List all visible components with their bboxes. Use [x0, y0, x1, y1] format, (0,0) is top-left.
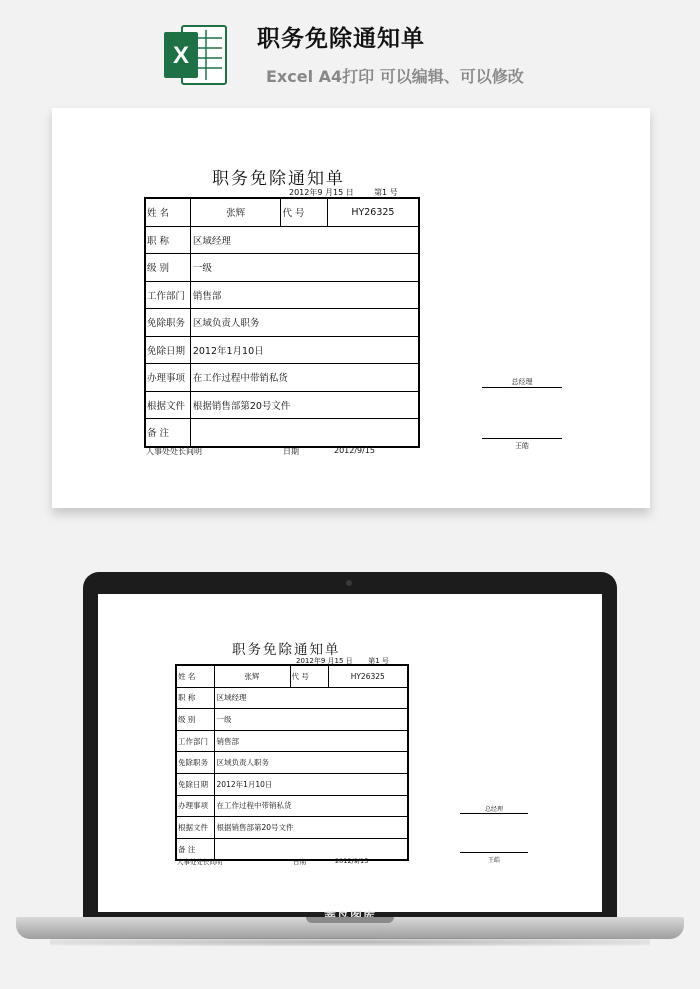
row-value: 区域负责人职务: [190, 309, 419, 337]
laptop-screen: [98, 594, 602, 912]
table-row: [176, 817, 408, 839]
row-label: 工作部门: [145, 281, 190, 309]
footer-date-label: 日期: [283, 447, 299, 456]
laptop-notch: [306, 917, 394, 923]
table-row: [176, 730, 408, 752]
signature-label-name: 王皓: [487, 857, 500, 864]
row-value: 根据销售部第20号文件: [214, 817, 408, 839]
signature-line: [460, 852, 528, 853]
row-value: 区域负责人职务: [214, 752, 408, 774]
table-row: [176, 687, 408, 709]
signature-label-manager: 总经理: [511, 378, 533, 386]
table-row: [145, 336, 419, 364]
footer-dept: 人事处处长间明: [177, 858, 223, 866]
table-row: [145, 309, 419, 337]
row-value: 在工作过程中带销私货: [214, 795, 408, 817]
table-row: [145, 226, 419, 254]
signature-label-manager: 总经理: [484, 806, 503, 813]
signature-line: [482, 438, 562, 439]
form-date: 2012年9 月15 日: [289, 188, 354, 197]
form-table: [175, 664, 409, 861]
camera-icon: [346, 580, 352, 586]
signature-label-name: 王皓: [515, 442, 529, 450]
table-row: [145, 364, 419, 392]
row-value: 一级: [190, 254, 419, 282]
table-row: [145, 391, 419, 419]
row-value: 区域经理: [214, 687, 408, 709]
name-label: 姓 名: [176, 665, 214, 687]
code-label: 代 号: [290, 665, 328, 687]
signature-line: [460, 813, 528, 814]
footer-date-value: 2012/9/15: [334, 446, 376, 455]
table-row: [176, 665, 408, 687]
footer-date-label: 日期: [293, 858, 306, 866]
form-title: 职务免除通知单: [232, 642, 341, 658]
laptop-frame: [83, 572, 617, 917]
paper-preview: [52, 108, 650, 508]
table-row: [145, 254, 419, 282]
row-label: 根据文件: [176, 817, 214, 839]
table-row: [176, 795, 408, 817]
code-label: 代 号: [281, 198, 327, 226]
row-label: 免除职务: [145, 309, 190, 337]
row-label: 级 别: [176, 709, 214, 731]
form-table: [144, 197, 420, 448]
name-value: 张辉: [190, 198, 281, 226]
row-value: 销售部: [214, 730, 408, 752]
row-value: 销售部: [190, 281, 419, 309]
excel-icon: [162, 22, 228, 88]
form-number: 第1 号: [368, 657, 389, 665]
name-value: 张辉: [214, 665, 290, 687]
page-subtitle: Excel A4打印 可以编辑、可以修改: [266, 67, 524, 86]
row-value: 2012年1月10日: [214, 773, 408, 795]
row-label: 根据文件: [145, 391, 190, 419]
svg-text:X: X: [172, 42, 190, 69]
row-label: 办理事项: [176, 795, 214, 817]
table-row: [145, 419, 419, 447]
code-value: HY26325: [327, 198, 419, 226]
row-label: 级 别: [145, 254, 190, 282]
row-label: 职 称: [145, 226, 190, 254]
row-label: 办理事项: [145, 364, 190, 392]
laptop-base: [16, 917, 684, 939]
row-value: 区域经理: [190, 226, 419, 254]
table-row: [176, 773, 408, 795]
row-value: 一级: [214, 709, 408, 731]
row-label: 备 注: [176, 838, 214, 860]
form-date: 2012年9 月15 日: [296, 657, 353, 665]
row-value: 2012年1月10日: [190, 336, 419, 364]
footer-dept: 人事处处长间明: [146, 447, 202, 456]
table-row: [145, 281, 419, 309]
form-title: 职务免除通知单: [212, 169, 345, 189]
page-title: 职务免除通知单: [257, 26, 425, 52]
code-value: HY26325: [328, 665, 408, 687]
form-number: 第1 号: [374, 188, 398, 197]
laptop-shadow: [50, 938, 650, 946]
table-row: [176, 752, 408, 774]
row-value: [190, 419, 419, 447]
name-label: 姓 名: [145, 198, 190, 226]
row-label: 职 称: [176, 687, 214, 709]
footer-date-value: 2012/9/15: [335, 857, 369, 865]
row-value: [214, 838, 408, 860]
table-row: [145, 198, 419, 226]
table-row: [176, 709, 408, 731]
row-label: 备 注: [145, 419, 190, 447]
row-label: 免除职务: [176, 752, 214, 774]
row-label: 免除日期: [176, 773, 214, 795]
row-label: 工作部门: [176, 730, 214, 752]
signature-line: [482, 387, 562, 388]
row-value: 在工作过程中带销私货: [190, 364, 419, 392]
row-value: 根据销售部第20号文件: [190, 391, 419, 419]
row-label: 免除日期: [145, 336, 190, 364]
